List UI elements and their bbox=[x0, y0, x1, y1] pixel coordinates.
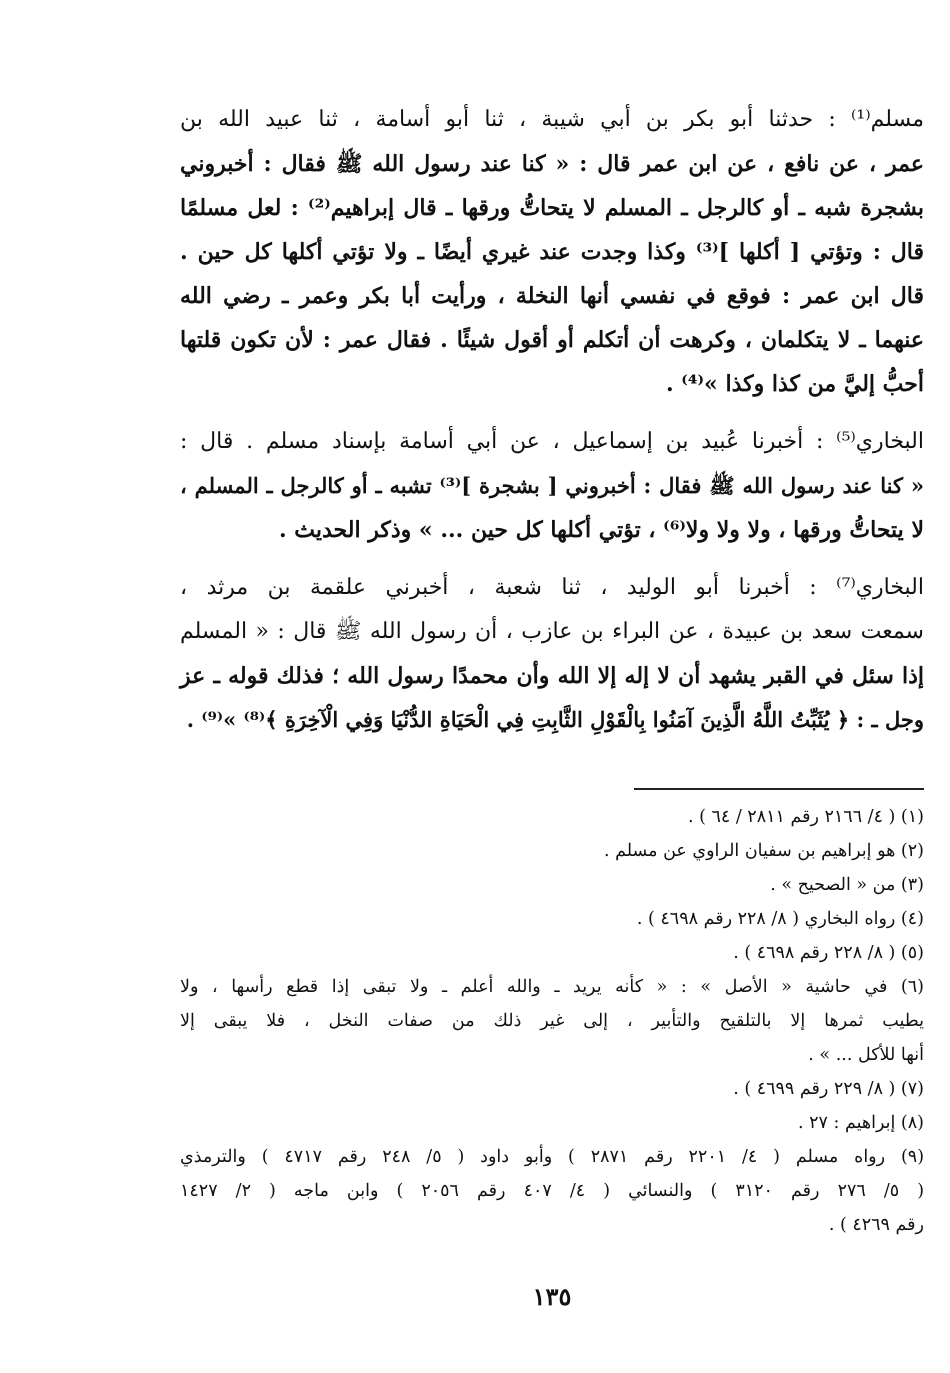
footnote: (٨) إبراهيم : ٢٧ . bbox=[797, 1113, 924, 1133]
footnote-continuation: يطيب ثمرها إلا بالتلقيح والتأبير ، إلى غير ذلك من صفات النخل ، فلا يبقى إلا bbox=[180, 1011, 924, 1031]
text-line: وجل ـ : ﴿ يُثَبِّتُ اللَّهُ الَّذِينَ آمَنُوا بِالْقَوْلِ الثَّابِتِ فِي الْحَيَاةِ الدُّنْيَا وَفِي الْآخِرَةِ ﴾⁽⁸⁾ »⁽⁹⁾ . bbox=[186, 707, 924, 732]
text-line: أحبُّ إليَّ من كذا وكذا »⁽⁴⁾ . bbox=[665, 371, 924, 397]
paragraph-muslim bbox=[180, 98, 924, 406]
footnote: (١) ( ٤/ ٢١٦٦ رقم ٢٨١١ / ٦٤ ) . bbox=[687, 807, 924, 827]
text-line: إذا سئل في القبر يشهد أن لا إله إلا الله وأن محمدًا رسول الله ؛ فذلك قوله ـ عز bbox=[180, 663, 924, 689]
text-line: قال : وتؤتي [ أكلها ]⁽³⁾ وكذا وجدت عند غيري أيضًا ـ ولا تؤتي أكلها كل حين . bbox=[180, 239, 924, 265]
text-line: لا يتحاتُّ ورقها ، ولا ولا ولا⁽⁶⁾ ، تؤتي أكلها كل حين ... » وذكر الحديث . bbox=[278, 517, 924, 543]
text-line: عنهما ـ لا يتكلمان ، وكرهت أن أتكلم أو أقول شيئًا . فقال عمر : لأن تكون قلتها bbox=[180, 327, 924, 353]
text-line: البخاري⁽⁷⁾ : أخبرنا أبو الوليد ، ثنا شعبة ، أخبرني علقمة بن مرثد ، bbox=[180, 575, 924, 600]
footnote: (٦) في حاشية « الأصل » : « كأنه يريد ـ والله أعلم ـ ولا تبقى إذا قطع رأسها ، ولا bbox=[180, 977, 924, 997]
footnote-continuation: رقم ٤٢٦٩ ) . bbox=[828, 1215, 924, 1235]
text-line: سمعت سعد بن عبيدة ، عن البراء بن عازب ، أن رسول الله ﷺ قال : « المسلم bbox=[180, 619, 924, 644]
footnote: (٢) هو إبراهيم بن سفيان الراوي عن مسلم . bbox=[603, 841, 924, 861]
paragraph-bukhari-1 bbox=[180, 420, 924, 552]
book-page bbox=[180, 0, 924, 1373]
footnote-continuation: أنها للأكل ... » . bbox=[808, 1045, 924, 1065]
footnote: (٧) ( ٨/ ٢٢٩ رقم ٤٦٩٩ ) . bbox=[733, 1079, 924, 1099]
footnote-divider bbox=[634, 788, 924, 790]
footnote: (٥) ( ٨/ ٢٢٨ رقم ٤٦٩٨ ) . bbox=[733, 943, 924, 963]
page-number: ١٣٥ bbox=[532, 1282, 572, 1311]
footnote: (٣) من « الصحيح » . bbox=[770, 875, 924, 895]
text-line: قال ابن عمر : فوقع في نفسي أنها النخلة ، ورأيت أبا بكر وعمر ـ رضي الله bbox=[180, 283, 924, 309]
footnote: (٩) رواه مسلم ( ٤/ ٢٢٠١ رقم ٢٨٧١ ) وأبو داود ( ٥/ ٢٤٨ رقم ٤٧١٧ ) والترمذي bbox=[180, 1147, 925, 1167]
text-line: عمر ، عن نافع ، عن ابن عمر قال : « كنا عند رسول الله ﷺ فقال : أخبروني bbox=[180, 151, 924, 177]
footnotes bbox=[180, 800, 924, 1242]
footnote: (٤) رواه البخاري ( ٨/ ٢٢٨ رقم ٤٦٩٨ ) . bbox=[636, 909, 924, 929]
text-line: بشجرة شبه ـ أو كالرجل ـ المسلم لا يتحاتُّ ورقها ـ قال إبراهيم⁽²⁾ : لعل مسلمًا bbox=[180, 195, 924, 221]
text-line: مسلم⁽¹⁾ : حدثنا أبو بكر بن أبي شيبة ، ثنا أبو أسامة ، ثنا عبيد الله بن bbox=[180, 107, 924, 132]
paragraph-bukhari-2 bbox=[180, 566, 924, 742]
text-line: البخاري⁽⁵⁾ : أخبرنا عُبيد بن إسماعيل ، عن أبي أسامة بإسناد مسلم . قال : bbox=[180, 429, 924, 454]
text-line: « كنا عند رسول الله ﷺ فقال : أخبروني [ بشجرة ]⁽³⁾ تشبه ـ أو كالرجل ـ المسلم ، bbox=[180, 473, 924, 498]
main-text bbox=[180, 98, 924, 756]
footnote-continuation: ( ٥/ ٢٧٦ رقم ٣١٢٠ ) والنسائي ( ٤/ ٤٠٧ رقم ٢٠٥٦ ) وابن ماجه ( ٢/ ١٤٢٧ bbox=[180, 1181, 925, 1201]
